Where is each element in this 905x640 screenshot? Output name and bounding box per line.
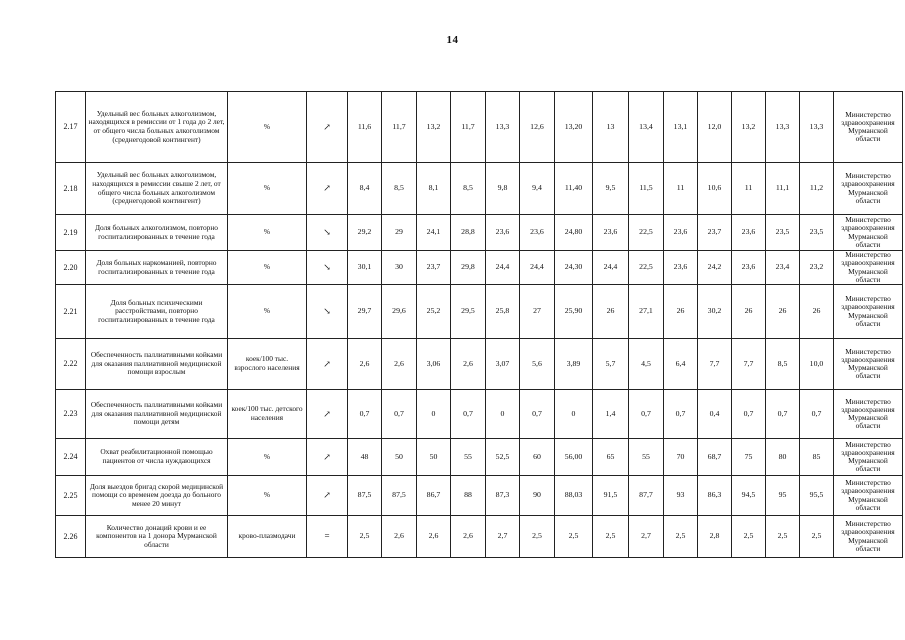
value-cell: 2,6 [382,339,417,390]
value-cell: 2,5 [732,516,766,558]
indicator-name-cell: Обеспеченность паллиативными койками для оказания паллиативной медицинской помощи взрослым [86,339,228,390]
value-cell: 9,4 [520,163,555,215]
value-cell: 23,7 [698,215,732,251]
indicator-name-cell: Доля выездов бригад скорой медицинской помощи со временем доезда до больного менее 20 минут [86,476,228,516]
value-cell: 23,5 [800,215,834,251]
value-cell: 23,6 [732,251,766,285]
trend-arrow-icon: ↗ [307,476,348,516]
value-cell: 2,5 [555,516,593,558]
row-number-cell: 2.22 [56,339,86,390]
value-cell: 9,8 [486,163,520,215]
value-cell: 10,6 [698,163,732,215]
value-cell: 65 [593,439,629,476]
value-cell: 5,6 [520,339,555,390]
value-cell: 0,7 [732,390,766,439]
value-cell: 12,6 [520,92,555,163]
indicator-name-cell: Количество донаций крови и ее компонентов на 1 донора Мурманской области [86,516,228,558]
row-number-cell: 2.19 [56,215,86,251]
indicator-name-cell: Доля больных наркоманией, повторно госпитализированных в течение года [86,251,228,285]
value-cell: 87,7 [629,476,664,516]
value-cell: 23,5 [766,215,800,251]
table-row [56,251,903,285]
value-cell: 50 [417,439,451,476]
indicator-name-cell: Охват реабилитационной помощью пациентов от числа нуждающихся [86,439,228,476]
value-cell: 23,4 [766,251,800,285]
responsible-org-cell: Министерство здравоохранения Мурманской области [834,215,903,251]
value-cell: 50 [382,439,417,476]
unit-cell: крово-плазмодачи [228,516,307,558]
value-cell: 23,6 [520,215,555,251]
value-cell: 9,5 [593,163,629,215]
value-cell: 11 [664,163,698,215]
value-cell: 5,7 [593,339,629,390]
value-cell: 12,0 [698,92,732,163]
value-cell: 95,5 [800,476,834,516]
value-cell: 24,4 [520,251,555,285]
value-cell: 2,6 [451,516,486,558]
value-cell: 60 [520,439,555,476]
row-number-cell: 2.20 [56,251,86,285]
value-cell: 0,7 [629,390,664,439]
value-cell: 8,4 [348,163,382,215]
value-cell: 24,80 [555,215,593,251]
value-cell: 48 [348,439,382,476]
value-cell: 26 [800,285,834,339]
value-cell: 94,5 [732,476,766,516]
indicator-name-cell: Обеспеченность паллиативными койками для оказания паллиативной медицинской помощи детям [86,390,228,439]
unit-cell: % [228,251,307,285]
value-cell: 88 [451,476,486,516]
table-row [56,92,903,163]
value-cell: 13,20 [555,92,593,163]
value-cell: 11 [732,163,766,215]
value-cell: 23,7 [417,251,451,285]
value-cell: 23,2 [800,251,834,285]
value-cell: 10,0 [800,339,834,390]
trend-arrow-icon: ↗ [307,163,348,215]
row-number-cell: 2.25 [56,476,86,516]
trend-arrow-icon: ↗ [307,339,348,390]
value-cell: 13,3 [800,92,834,163]
value-cell: 25,90 [555,285,593,339]
value-cell: 52,5 [486,439,520,476]
value-cell: 23,6 [486,215,520,251]
value-cell: 90 [520,476,555,516]
responsible-org-cell: Министерство здравоохранения Мурманской области [834,339,903,390]
value-cell: 8,5 [766,339,800,390]
value-cell: 6,4 [664,339,698,390]
value-cell: 13,2 [417,92,451,163]
value-cell: 26 [766,285,800,339]
responsible-org-cell: Министерство здравоохранения Мурманской области [834,476,903,516]
responsible-org-cell: Министерство здравоохранения Мурманской области [834,390,903,439]
value-cell: 8,5 [382,163,417,215]
value-cell: 86,7 [417,476,451,516]
table-row [56,439,903,476]
table-row [56,390,903,439]
table-body [56,92,903,558]
value-cell: 2,6 [348,339,382,390]
value-cell: 0,7 [382,390,417,439]
value-cell: 30,1 [348,251,382,285]
value-cell: 3,89 [555,339,593,390]
value-cell: 85 [800,439,834,476]
value-cell: 27 [520,285,555,339]
value-cell: 28,8 [451,215,486,251]
value-cell: 29,7 [348,285,382,339]
value-cell: 22,5 [629,215,664,251]
value-cell: 11,7 [382,92,417,163]
value-cell: 13,1 [664,92,698,163]
value-cell: 8,5 [451,163,486,215]
row-number-cell: 2.17 [56,92,86,163]
value-cell: 4,5 [629,339,664,390]
indicator-name-cell: Доля больных алкоголизмом, повторно госпитализированных в течение года [86,215,228,251]
value-cell: 30 [382,251,417,285]
value-cell: 26 [664,285,698,339]
value-cell: 29 [382,215,417,251]
row-number-cell: 2.21 [56,285,86,339]
responsible-org-cell: Министерство здравоохранения Мурманской области [834,439,903,476]
value-cell: 95 [766,476,800,516]
value-cell: 24,30 [555,251,593,285]
responsible-org-cell: Министерство здравоохранения Мурманской области [834,285,903,339]
value-cell: 13,3 [766,92,800,163]
row-number-cell: 2.24 [56,439,86,476]
value-cell: 0,7 [520,390,555,439]
trend-arrow-icon: ↗ [307,390,348,439]
table-row [56,285,903,339]
value-cell: 2,7 [629,516,664,558]
value-cell: 30,2 [698,285,732,339]
unit-cell: % [228,285,307,339]
value-cell: 2,8 [698,516,732,558]
unit-cell: % [228,215,307,251]
unit-cell: % [228,439,307,476]
responsible-org-cell: Министерство здравоохранения Мурманской области [834,163,903,215]
value-cell: 3,07 [486,339,520,390]
value-cell: 2,5 [766,516,800,558]
value-cell: 2,5 [520,516,555,558]
value-cell: 91,5 [593,476,629,516]
value-cell: 70 [664,439,698,476]
value-cell: 29,8 [451,251,486,285]
value-cell: 0,7 [348,390,382,439]
trend-arrow-icon: ↗ [307,439,348,476]
value-cell: 24,1 [417,215,451,251]
responsible-org-cell: Министерство здравоохранения Мурманской области [834,92,903,163]
value-cell: 13,3 [486,92,520,163]
value-cell: 75 [732,439,766,476]
value-cell: 11,6 [348,92,382,163]
table-row [56,339,903,390]
value-cell: 2,5 [348,516,382,558]
value-cell: 80 [766,439,800,476]
value-cell: 23,6 [732,215,766,251]
value-cell: 0 [486,390,520,439]
value-cell: 68,7 [698,439,732,476]
indicator-name-cell: Удельный вес больных алкоголизмом, находящихся в ремиссии от 1 года до 2 лет, от общего числа больных алкоголизмом (среднегодовой контингент) [86,92,228,163]
value-cell: 23,6 [664,215,698,251]
value-cell: 29,5 [451,285,486,339]
value-cell: 55 [629,439,664,476]
unit-cell: % [228,92,307,163]
value-cell: 26 [732,285,766,339]
value-cell: 2,7 [486,516,520,558]
unit-cell: % [228,163,307,215]
value-cell: 24,4 [486,251,520,285]
value-cell: 0 [417,390,451,439]
value-cell: 24,2 [698,251,732,285]
value-cell: 0,7 [451,390,486,439]
value-cell: 87,5 [348,476,382,516]
responsible-org-cell: Министерство здравоохранения Мурманской области [834,251,903,285]
value-cell: 55 [451,439,486,476]
value-cell: 56,00 [555,439,593,476]
value-cell: 1,4 [593,390,629,439]
value-cell: 23,6 [664,251,698,285]
trend-arrow-icon: = [307,516,348,558]
value-cell: 87,5 [382,476,417,516]
value-cell: 24,4 [593,251,629,285]
unit-cell: коек/100 тыс. детского населения [228,390,307,439]
value-cell: 13 [593,92,629,163]
value-cell: 86,3 [698,476,732,516]
row-number-cell: 2.18 [56,163,86,215]
value-cell: 11,40 [555,163,593,215]
value-cell: 0,7 [800,390,834,439]
page-number: 14 [446,34,459,46]
value-cell: 22,5 [629,251,664,285]
value-cell: 2,5 [593,516,629,558]
trend-arrow-icon: ↘ [307,285,348,339]
value-cell: 2,6 [417,516,451,558]
row-number-cell: 2.23 [56,390,86,439]
value-cell: 25,2 [417,285,451,339]
value-cell: 8,1 [417,163,451,215]
table-row [56,516,903,558]
value-cell: 0,7 [664,390,698,439]
value-cell: 23,6 [593,215,629,251]
trend-arrow-icon: ↗ [307,92,348,163]
value-cell: 27,1 [629,285,664,339]
value-cell: 13,2 [732,92,766,163]
trend-arrow-icon: ↘ [307,251,348,285]
unit-cell: % [228,476,307,516]
value-cell: 13,4 [629,92,664,163]
value-cell: 0,4 [698,390,732,439]
value-cell: 2,6 [451,339,486,390]
value-cell: 2,5 [664,516,698,558]
trend-arrow-icon: ↘ [307,215,348,251]
value-cell: 87,3 [486,476,520,516]
value-cell: 88,03 [555,476,593,516]
value-cell: 11,7 [451,92,486,163]
value-cell: 2,5 [800,516,834,558]
value-cell: 25,8 [486,285,520,339]
row-number-cell: 2.26 [56,516,86,558]
table-row [56,163,903,215]
value-cell: 7,7 [698,339,732,390]
indicator-name-cell: Удельный вес больных алкоголизмом, находящихся в ремиссии свыше 2 лет, от общего числа больных алкоголизмом (среднегодовой контингент) [86,163,228,215]
value-cell: 0 [555,390,593,439]
value-cell: 3,06 [417,339,451,390]
value-cell: 0,7 [766,390,800,439]
value-cell: 2,6 [382,516,417,558]
value-cell: 11,5 [629,163,664,215]
unit-cell: коек/100 тыс. взрослого населения [228,339,307,390]
indicators-table [55,91,903,558]
value-cell: 26 [593,285,629,339]
table-row [56,476,903,516]
table-row [56,215,903,251]
responsible-org-cell: Министерство здравоохранения Мурманской области [834,516,903,558]
value-cell: 93 [664,476,698,516]
indicator-name-cell: Доля больных психическими расстройствами, повторно госпитализированных в течение года [86,285,228,339]
value-cell: 29,6 [382,285,417,339]
value-cell: 11,1 [766,163,800,215]
value-cell: 29,2 [348,215,382,251]
value-cell: 7,7 [732,339,766,390]
value-cell: 11,2 [800,163,834,215]
